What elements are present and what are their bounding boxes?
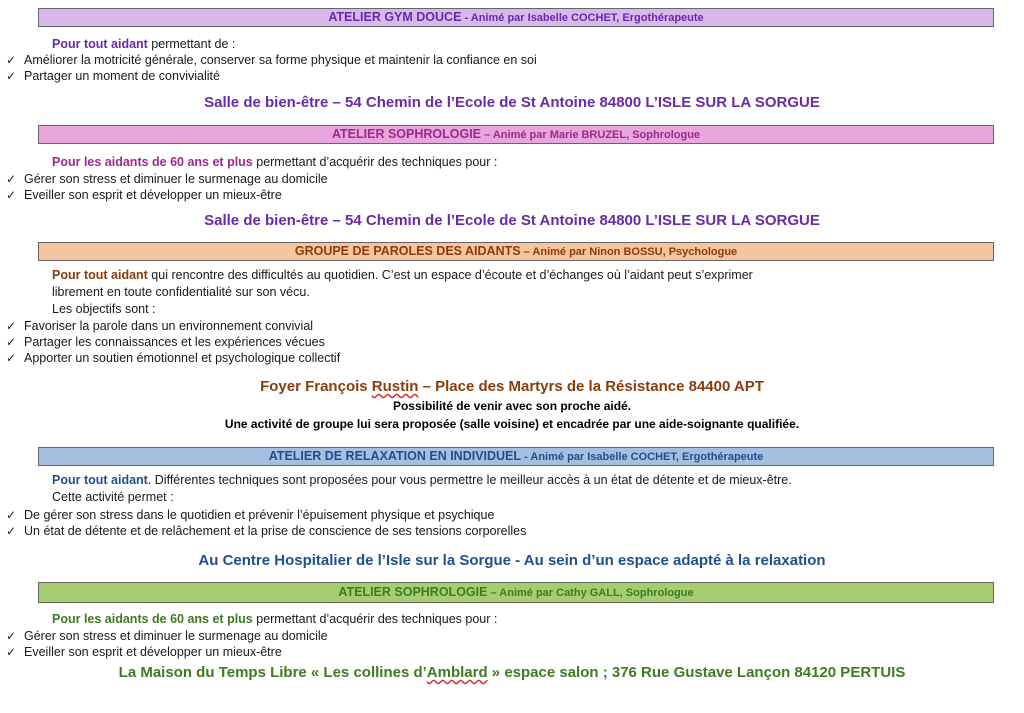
sophro1-subtitle: – Animé par Marie BRUZEL, Sophrologue (481, 129, 701, 141)
paroles-title: GROUPE DE PAROLES DES AIDANTS (294, 244, 521, 258)
list-item: ✓ Améliorer la motricité générale, conserver sa forme physique et maintenir la confiance en soi (6, 53, 537, 67)
list-item: ✓ Gérer son stress et diminuer le surmenage au domicile (6, 629, 328, 643)
relax-bullets (0, 507, 526, 539)
list-item: ✓ Gérer son stress et diminuer le surmenage au domicile (6, 172, 328, 186)
sophro1-title: ATELIER SOPHROLOGIE (331, 127, 482, 141)
paroles-intro (52, 267, 753, 283)
relax-title: ATELIER DE RELAXATION EN INDIVIDUEL (268, 449, 522, 463)
list-item: ✓ Eveiller son esprit et développer un mieux-être (6, 645, 282, 659)
sophro2-lead: Pour les aidants de 60 ans et plus (52, 612, 253, 626)
sophro2-bullets (0, 628, 328, 660)
paroles-note-1: Possibilité de venir avec son proche aidé. (392, 399, 632, 413)
gym-title: ATELIER GYM DOUCE (328, 10, 462, 24)
sophro1-intro-text: permettant d’acquérir des techniques pour : (252, 155, 498, 169)
paroles-banner (38, 242, 994, 261)
paroles-subtitle: – Animé par Ninon BOSSU, Psychologue (520, 246, 738, 258)
paroles-intro-line2: librement en toute confidentialité sur son vécu. (52, 285, 310, 299)
sophro2-banner (38, 582, 994, 603)
check-icon: ✓ (6, 508, 17, 522)
sophro2-venue: La Maison du Temps Libre « Les collines d’Amblard » espace salon ; 376 Rue Gustave Lançon 84120 PERTUIS (118, 664, 906, 681)
paroles-venue: Foyer François Rustin – Place des Martyrs de la Résistance 84400 APT (260, 378, 764, 395)
sophro1-venue: Salle de bien-être – 54 Chemin de l’Ecole de St Antoine 84800 L’ISLE SUR LA SORGUE (204, 212, 820, 229)
paroles-intro-text: qui rencontre des difficultés au quotidien. C’est un espace d’écoute et d’échanges où l’aidant peut s’exprimer (147, 268, 753, 282)
paroles-bullets (0, 318, 340, 366)
list-item: ✓ Partager un moment de convivialité (6, 69, 220, 83)
paroles-lead: Pour tout aidant (52, 268, 148, 282)
sophro2-title: ATELIER SOPHROLOGIE (338, 585, 488, 599)
list-item: ✓ Un état de détente et de relâchement et la prise de conscience de ses tensions corporelles (6, 524, 527, 538)
list-item: ✓ De gérer son stress dans le quotidien et prévenir l’épuisement physique et psychique (6, 508, 495, 522)
gym-subtitle: - Animé par Isabelle COCHET, Ergothérapeute (461, 12, 704, 24)
relax-intro-text: . Différentes techniques sont proposées pour vous permettre le meilleur accès à un état de détente et de mieux-être. (147, 473, 792, 487)
check-icon: ✓ (6, 335, 17, 349)
paroles-note-2: Une activité de groupe lui sera proposée (salle voisine) et encadrée par une aide-soignante qualifiée. (224, 417, 800, 431)
relax-subtitle: - Animé par Isabelle COCHET, Ergothérapeute (521, 451, 764, 463)
check-icon: ✓ (6, 351, 17, 365)
gym-bullets (0, 52, 537, 84)
list-item: ✓ Favoriser la parole dans un environnement convivial (6, 319, 314, 333)
relax-venue: Au Centre Hospitalier de l’Isle sur la Sorgue - Au sein d’un espace adapté à la relaxation (198, 552, 826, 569)
sophro1-lead: Pour les aidants de 60 ans et plus (52, 155, 253, 169)
sophro1-banner (38, 125, 994, 144)
check-icon: ✓ (6, 53, 17, 67)
relax-intro-line2: Cette activité permet : (52, 490, 174, 504)
relax-lead: Pour tout aidant (52, 473, 148, 487)
check-icon: ✓ (6, 172, 17, 186)
sophro2-subtitle: – Animé par Cathy GALL, Sophrologue (487, 587, 694, 599)
relax-intro (52, 472, 792, 488)
check-icon: ✓ (6, 188, 17, 202)
sophro1-bullets (0, 171, 328, 203)
check-icon: ✓ (6, 69, 17, 83)
gym-intro (52, 36, 235, 52)
list-item: ✓ Eveiller son esprit et développer un mieux-être (6, 188, 282, 202)
list-item: ✓ Partager les connaissances et les expériences vécues (6, 335, 325, 349)
sophro1-intro (52, 154, 497, 170)
relax-banner (38, 447, 994, 466)
check-icon: ✓ (6, 524, 17, 538)
sophro2-intro-text: permettant d’acquérir des techniques pour : (252, 612, 498, 626)
check-icon: ✓ (6, 645, 17, 659)
paroles-objectives-label: Les objectifs sont : (52, 302, 156, 316)
gym-lead: Pour tout aidant (52, 37, 148, 51)
check-icon: ✓ (6, 629, 17, 643)
check-icon: ✓ (6, 319, 17, 333)
list-item: ✓ Apporter un soutien émotionnel et psychologique collectif (6, 351, 341, 365)
gym-intro-text: permettant de : (147, 37, 236, 51)
sophro2-intro (52, 611, 497, 627)
gym-banner (38, 8, 994, 27)
gym-venue: Salle de bien-être – 54 Chemin de l’Ecole de St Antoine 84800 L’ISLE SUR LA SORGUE (204, 94, 820, 111)
